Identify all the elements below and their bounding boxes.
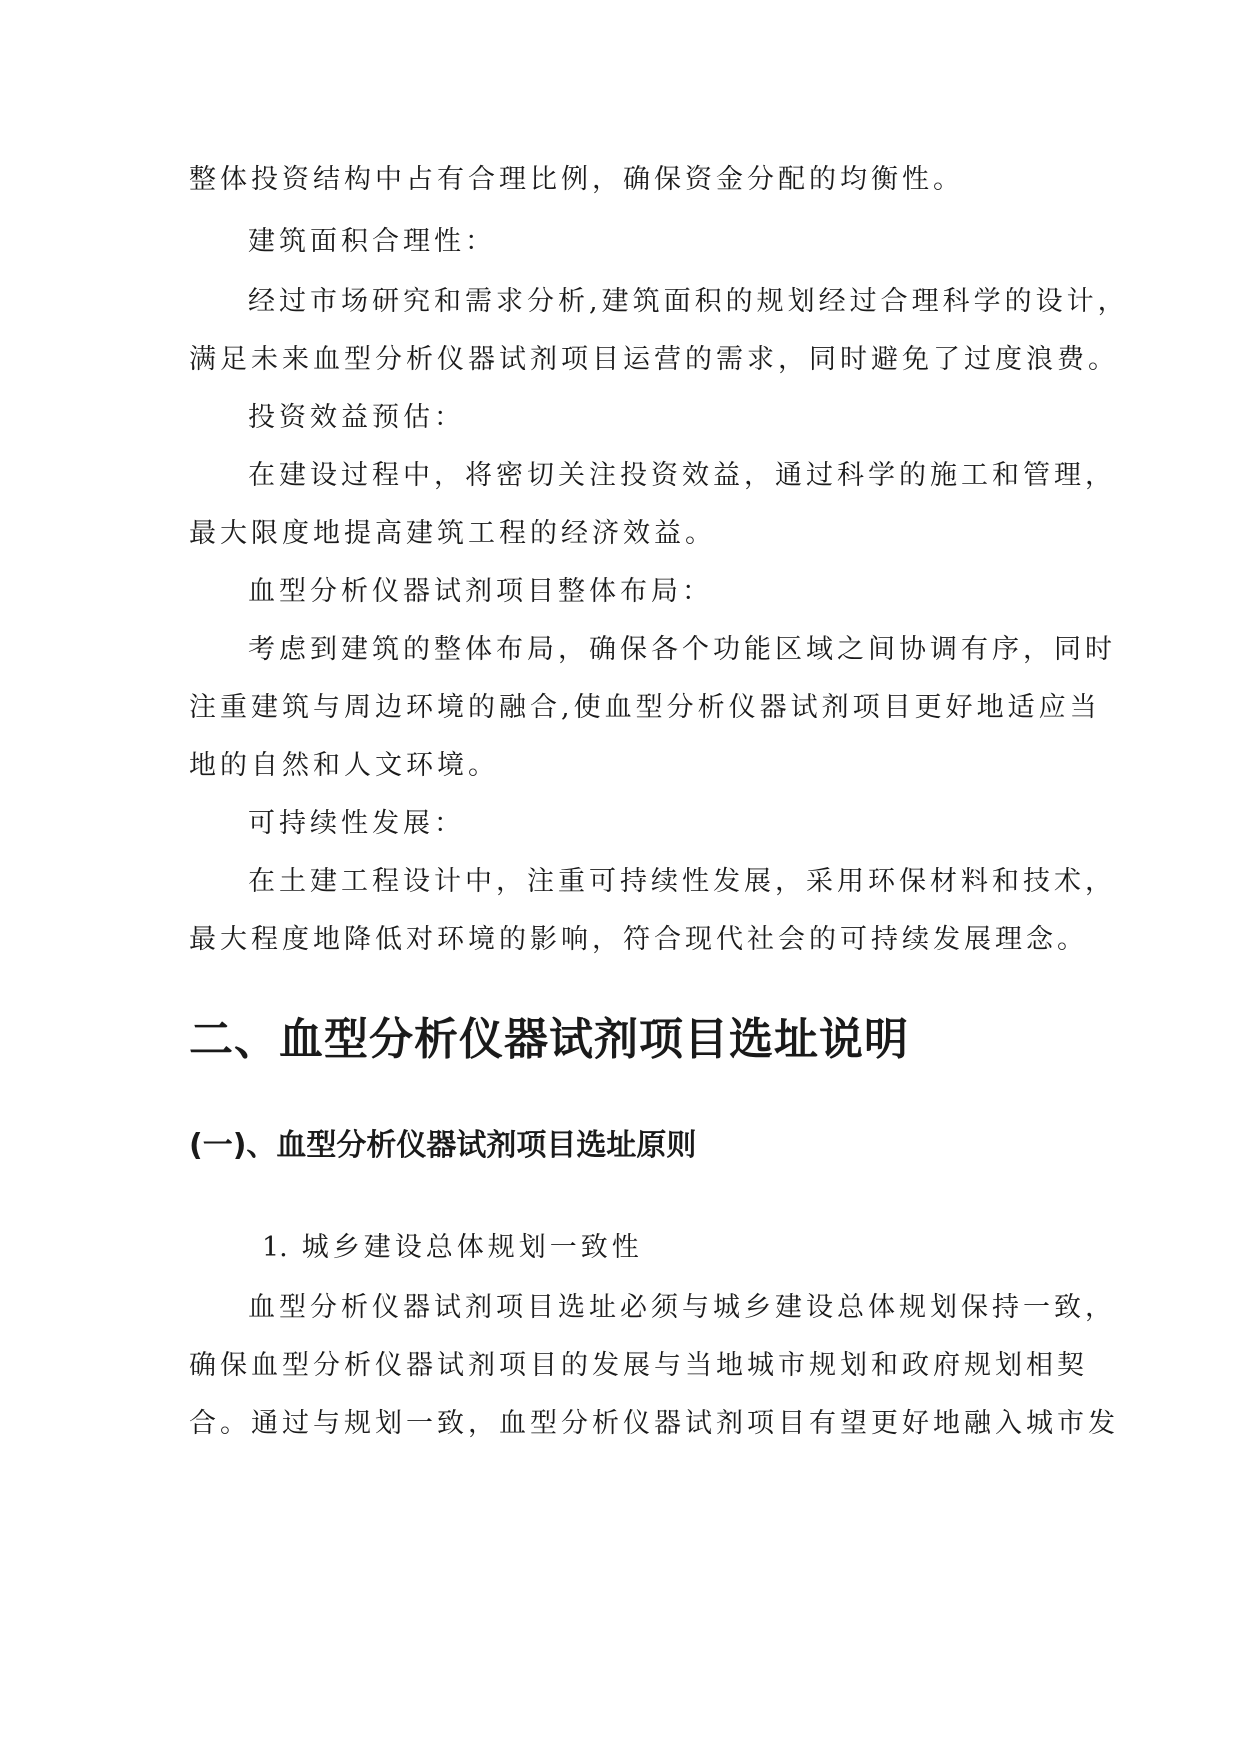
section-label: 可持续性发展： [248,808,465,839]
paragraph-line: 注重建筑与周边环境的融合,使血型分析仪器试剂项目更好地适应当 [189,692,1101,723]
paragraph-line: 血型分析仪器试剂项目选址必须与城乡建设总体规划保持一致， [248,1292,1116,1323]
section-heading: (一)、血型分析仪器试剂项目选址原则 [189,1128,697,1163]
paragraph-line: 确保血型分析仪器试剂项目的发展与当地城市规划和政府规划相契 [189,1350,1088,1381]
chapter-heading: 二、血型分析仪器试剂项目选址说明 [189,1014,909,1065]
list-item [262,1228,643,1268]
paragraph-line: 合。通过与规划一致，血型分析仪器试剂项目有望更好地融入城市发 [189,1408,1119,1439]
paragraph-line: 在土建工程设计中，注重可持续性发展，采用环保材料和技术， [248,866,1116,897]
section-label: 投资效益预估： [248,402,465,433]
list-number: 1. [262,1232,288,1263]
paragraph-line: 经过市场研究和需求分析,建筑面积的规划经过合理科学的设计， [248,286,1129,317]
section-label: 血型分析仪器试剂项目整体布局： [248,576,713,607]
paragraph-line: 满足未来血型分析仪器试剂项目运营的需求，同时避免了过度浪费。 [189,344,1119,375]
paragraph-line: 考虑到建筑的整体布局，确保各个功能区域之间协调有序，同时 [248,634,1116,665]
section-label: 建筑面积合理性： [248,226,496,257]
list-item-text: 城乡建设总体规划一致性 [301,1232,643,1263]
paragraph-line: 在建设过程中，将密切关注投资效益，通过科学的施工和管理， [248,460,1116,491]
paragraph-line: 整体投资结构中占有合理比例，确保资金分配的均衡性。 [189,164,964,195]
paragraph-line: 地的自然和人文环境。 [189,750,499,781]
paragraph-line: 最大限度地提高建筑工程的经济效益。 [189,518,716,549]
paragraph-line: 最大程度地降低对环境的影响，符合现代社会的可持续发展理念。 [189,924,1088,955]
